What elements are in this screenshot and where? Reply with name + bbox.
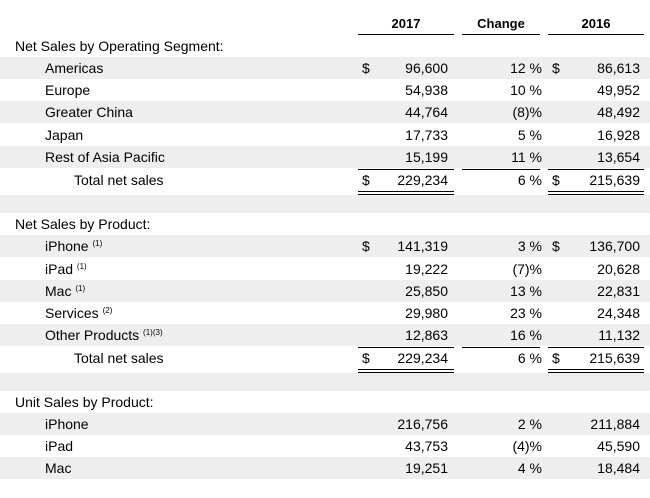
value-2016: 11,132 [598, 327, 640, 343]
value-2016: 20,628 [597, 261, 640, 277]
value-2017: 44,764 [405, 104, 448, 120]
value-change: 4 % [517, 460, 542, 476]
value-2017: 216,756 [397, 416, 448, 432]
total-row [0, 169, 650, 191]
row-label [45, 457, 71, 479]
footnote-marker: (2) [102, 306, 113, 315]
value-2017: 54,938 [405, 82, 448, 98]
table-row [0, 101, 650, 123]
section-title-row [0, 391, 650, 413]
row-label-text: Mac [45, 283, 72, 299]
row-label-text: iPad [45, 261, 74, 277]
table-row [0, 146, 650, 168]
row-label [45, 413, 89, 435]
value-change: 3 % [517, 238, 542, 254]
row-label [45, 280, 85, 302]
row-label [45, 258, 87, 280]
value-2016: 48,492 [597, 104, 640, 120]
value-2016: 211,884 [590, 416, 640, 432]
row-label-text: iPad [45, 438, 74, 454]
row-label [45, 101, 133, 123]
value-2016: 16,928 [597, 127, 640, 143]
currency-symbol-2016: $ [552, 60, 560, 76]
value-2017: 29,980 [405, 305, 448, 321]
value-change: 5 % [517, 127, 542, 143]
value-2017: 19,251 [405, 460, 448, 476]
value-2016: 22,831 [597, 283, 640, 299]
total-value-2017: 229,234 [397, 350, 448, 366]
table-row [0, 457, 650, 479]
currency-symbol-2016: $ [552, 350, 560, 366]
currency-symbol-2016: $ [552, 238, 560, 254]
footnote-marker: (1)(3) [143, 328, 163, 337]
row-label-text: Europe [45, 82, 91, 98]
value-2016: 86,613 [597, 60, 640, 76]
total-double-rule-2017 [358, 191, 454, 192]
value-change: (7)% [512, 261, 542, 277]
value-2016: 136,700 [589, 238, 640, 254]
section-title: Net Sales by Operating Segment: [15, 38, 224, 54]
total-value-2016: 215,639 [589, 350, 640, 366]
row-label [45, 302, 112, 324]
total-value-change: 6 % [517, 350, 542, 366]
table-row [0, 57, 650, 79]
row-label-text: iPhone [45, 416, 89, 432]
row-label-text: Services [45, 305, 99, 321]
value-change: 2 % [517, 416, 542, 432]
column-header-2016: 2016 [581, 16, 611, 31]
footnote-marker: (1) [92, 239, 103, 248]
total-rule-top-change [462, 347, 540, 348]
total-value-2016: 215,639 [589, 172, 640, 188]
value-change: 16 % [510, 327, 542, 343]
row-label-text: Rest of Asia Pacific [45, 149, 165, 165]
row-label-text: Mac [45, 460, 72, 476]
table-row [0, 302, 650, 324]
row-label [45, 324, 163, 346]
table-row [0, 124, 650, 146]
currency-symbol-2017: $ [362, 350, 370, 366]
value-2017: 141,319 [397, 238, 448, 254]
value-change: (8)% [512, 104, 542, 120]
total-rule-top-change [462, 169, 540, 170]
table-row [0, 235, 650, 257]
table-row [0, 258, 650, 280]
value-2017: 96,600 [405, 60, 448, 76]
row-label-text: Greater China [45, 104, 133, 120]
value-2016: 49,952 [597, 82, 640, 98]
value-2017: 25,850 [405, 283, 448, 299]
total-value-change: 6 % [517, 172, 542, 188]
value-2017: 15,199 [405, 149, 448, 165]
value-change: 12 % [510, 60, 542, 76]
value-2016: 18,484 [597, 460, 640, 476]
value-change: 23 % [510, 305, 542, 321]
value-change: 11 % [511, 149, 542, 165]
value-2016: 13,654 [597, 149, 640, 165]
column-header-change: Change [477, 16, 525, 31]
value-2016: 24,348 [597, 305, 640, 321]
row-label [45, 79, 90, 101]
footnote-marker: (1) [75, 284, 86, 293]
total-rule-top-2016 [548, 347, 644, 348]
row-label-text: Other Products [45, 327, 140, 343]
total-row [0, 347, 650, 369]
value-2016: 45,590 [597, 438, 640, 454]
currency-symbol-2017: $ [362, 172, 370, 188]
total-double-rule-2016 [548, 369, 644, 370]
total-rule-top-2017 [358, 347, 454, 348]
row-label-text: Americas [45, 60, 104, 76]
currency-symbol-2016: $ [552, 172, 560, 188]
footnote-marker: (1) [76, 262, 87, 271]
total-rule-top-2016 [548, 169, 644, 170]
table-row [0, 413, 650, 435]
value-2017: 19,222 [405, 261, 448, 277]
row-label [45, 146, 165, 168]
currency-symbol-2017: $ [362, 60, 370, 76]
table-row [0, 324, 650, 346]
section-title: Net Sales by Product: [15, 216, 151, 232]
row-label-text: iPhone [45, 238, 89, 254]
value-change: 13 % [510, 283, 542, 299]
table-row [0, 280, 650, 302]
spacer-row [0, 373, 650, 391]
table-row [0, 79, 650, 101]
total-double-rule-2017 [358, 369, 454, 370]
row-label-text: Japan [45, 127, 84, 143]
row-label [45, 124, 83, 146]
section-title-row [0, 213, 650, 235]
total-value-2017: 229,234 [397, 172, 448, 188]
value-change: (4)% [512, 438, 542, 454]
section-title-row [0, 35, 650, 57]
value-2017: 17,733 [405, 127, 448, 143]
column-header-2017: 2017 [391, 16, 421, 31]
total-rule-top-2017 [358, 169, 454, 170]
row-label [45, 435, 73, 457]
spacer-row [0, 195, 650, 213]
value-2017: 43,753 [405, 438, 448, 454]
section-title: Unit Sales by Product: [15, 394, 154, 410]
row-label [45, 57, 103, 79]
table-row [0, 435, 650, 457]
currency-symbol-2017: $ [362, 238, 370, 254]
total-label: Total net sales [74, 350, 164, 366]
row-label [45, 235, 102, 257]
total-double-rule-2016 [548, 191, 644, 192]
value-change: 10 % [510, 82, 542, 98]
value-2017: 12,863 [405, 327, 448, 343]
total-label: Total net sales [74, 172, 164, 188]
